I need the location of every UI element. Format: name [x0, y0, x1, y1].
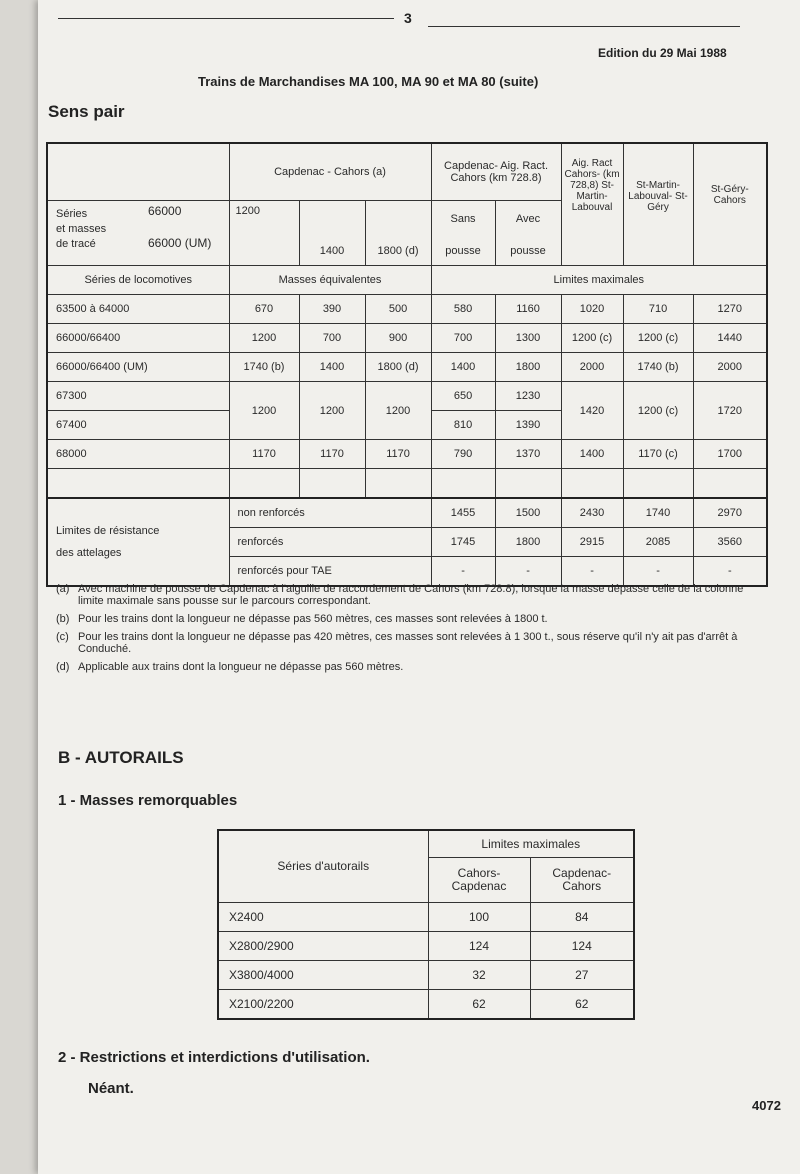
header-cahors-capdenac: Cahors- Capdenac	[428, 858, 530, 903]
cell: 1200	[229, 324, 299, 353]
header-limites: Limites maximales	[428, 830, 634, 858]
cell: 1170	[299, 440, 365, 469]
cell: 1745	[431, 528, 495, 557]
cell: 700	[299, 324, 365, 353]
table-row	[218, 961, 634, 990]
footnote-text: Pour les trains dont la longueur ne dépasse pas 560 mètres, ces masses sont relevées à 1800 t.	[78, 613, 548, 625]
cell: 1200 (c)	[561, 324, 623, 353]
cell: 1230	[495, 382, 561, 411]
cell: -	[495, 557, 561, 587]
cell: 1300	[495, 324, 561, 353]
loco-series: 67300	[47, 382, 229, 411]
cell: 1700	[693, 440, 767, 469]
resistance-type: renforcés pour TAE	[229, 557, 431, 587]
cell: 1170	[365, 440, 431, 469]
resistance-label-2: des attelages	[56, 547, 122, 559]
header-series-autorails: Séries d'autorails	[218, 830, 428, 903]
page-number: 3	[404, 10, 412, 26]
footnote-text: Avec machine de pousse de Capdenac à l'aiguille de raccordement de Cahors (km 728.8), lorsque la masse dépasse celle de la colonne limite maximale sans pousse sur le parcours correspondant.	[78, 583, 744, 607]
header-st-gery: St-Géry- Cahors	[693, 143, 767, 266]
footnote-label: (d)	[56, 661, 70, 673]
mass-1200: 1200	[229, 201, 299, 238]
cell: 670	[229, 295, 299, 324]
header-rule-right	[428, 26, 740, 27]
cell: 1390	[495, 411, 561, 440]
document-number: 4072	[752, 1098, 781, 1113]
mass-1400: 1400	[299, 237, 365, 266]
cell: 1420	[561, 382, 623, 440]
cell: 124	[530, 932, 634, 961]
table-row	[47, 440, 767, 469]
subsection-2-heading: 2 - Restrictions et interdictions d'utilisation.	[58, 1049, 370, 1066]
table-row	[218, 903, 634, 932]
avec-label: Avec	[495, 201, 561, 238]
cell: 2000	[693, 353, 767, 382]
series-masses-cell	[47, 201, 229, 266]
cell: 84	[530, 903, 634, 932]
empty	[299, 201, 365, 238]
cell: 1400	[299, 353, 365, 382]
table-row	[47, 295, 767, 324]
loco-series: 66000/66400	[47, 324, 229, 353]
series-loco-label: Séries de locomotives	[47, 266, 229, 295]
cell: 810	[431, 411, 495, 440]
freight-train-table	[46, 142, 768, 587]
cell: 1200 (c)	[623, 382, 693, 440]
railcar-series: X2800/2900	[218, 932, 428, 961]
cell: 2085	[623, 528, 693, 557]
header-capdenac-cahors: Capdenac- Cahors	[530, 858, 634, 903]
cell: 1800	[495, 528, 561, 557]
edition-date: Edition du 29 Mai 1988	[598, 46, 727, 60]
pousse-label-avec: pousse	[495, 237, 561, 266]
page-title: Trains de Marchandises MA 100, MA 90 et MA 80 (suite)	[198, 74, 539, 89]
cell: 3560	[693, 528, 767, 557]
header-capdenac-cahors: Capdenac - Cahors (a)	[229, 143, 431, 201]
mass-1800d: 1800 (d)	[365, 237, 431, 266]
cell: 27	[530, 961, 634, 990]
cell: 1160	[495, 295, 561, 324]
cell: 2970	[693, 498, 767, 528]
resistance-label-cell	[47, 498, 229, 586]
cell: 100	[428, 903, 530, 932]
cell: 1400	[431, 353, 495, 382]
footnote-text: Applicable aux trains dont la longueur ne dépasse pas 560 mètres.	[78, 661, 404, 673]
footnote	[56, 583, 768, 607]
section-heading: Sens pair	[48, 102, 125, 121]
cell: 900	[365, 324, 431, 353]
neant-text: Néant.	[88, 1080, 134, 1097]
loco-series: 63500 à 64000	[47, 295, 229, 324]
loco-series: 68000	[47, 440, 229, 469]
corner-cell	[47, 143, 229, 201]
cell: 1270	[693, 295, 767, 324]
cell: -	[561, 557, 623, 587]
cell: 1200 (c)	[623, 324, 693, 353]
series-66000-um: 66000 (UM)	[148, 236, 212, 250]
series-label-3: de tracé	[56, 238, 96, 250]
table-row-empty	[47, 469, 767, 499]
series-label-1: Séries	[56, 208, 88, 220]
cell: 1720	[693, 382, 767, 440]
series-66000: 66000	[148, 204, 182, 218]
cell: 1800	[495, 353, 561, 382]
loco-series: 67400	[47, 411, 229, 440]
cell: 580	[431, 295, 495, 324]
footnote	[56, 613, 768, 625]
header-aig-ract: Aig. Ract Cahors- (km 728,8) St-Martin- Labouval	[561, 143, 623, 266]
table-row	[218, 990, 634, 1020]
pousse-label-sans: pousse	[431, 237, 495, 266]
cell: 1200	[299, 382, 365, 440]
footnote-label: (a)	[56, 583, 70, 595]
subsection-1-heading: 1 - Masses remorquables	[58, 792, 238, 809]
series-label-2: et masses	[56, 223, 107, 235]
cell: 1400	[561, 440, 623, 469]
cell: 1740	[623, 498, 693, 528]
cell: 700	[431, 324, 495, 353]
railcar-series: X2100/2200	[218, 990, 428, 1020]
cell: 710	[623, 295, 693, 324]
resistance-label-1: Limites de résistance	[56, 525, 160, 537]
resistance-type: renforcés	[229, 528, 431, 557]
table-row	[218, 932, 634, 961]
empty	[365, 201, 431, 238]
footnote	[56, 631, 768, 655]
cell: 1500	[495, 498, 561, 528]
cell: 1740 (b)	[623, 353, 693, 382]
cell: -	[431, 557, 495, 587]
cell: -	[623, 557, 693, 587]
masses-equiv-label: Masses équivalentes	[229, 266, 431, 295]
section-b-heading: B - AUTORAILS	[58, 748, 184, 767]
sans-label: Sans	[431, 201, 495, 238]
cell: 1200	[229, 382, 299, 440]
cell: 1440	[693, 324, 767, 353]
cell: 1170 (c)	[623, 440, 693, 469]
cell: -	[693, 557, 767, 587]
cell: 1740 (b)	[229, 353, 299, 382]
header-capdenac-aig: Capdenac- Aig. Ract. Cahors (km 728.8)	[431, 143, 561, 201]
resistance-type: non renforcés	[229, 498, 431, 528]
cell: 1200	[365, 382, 431, 440]
cell: 1170	[229, 440, 299, 469]
empty	[229, 237, 299, 266]
loco-series: 66000/66400 (UM)	[47, 353, 229, 382]
cell: 2000	[561, 353, 623, 382]
cell: 62	[428, 990, 530, 1020]
footnote-label: (b)	[56, 613, 70, 625]
header-st-martin: St-Martin- Labouval- St-Géry	[623, 143, 693, 266]
footnote-label: (c)	[56, 631, 69, 643]
railcar-series: X3800/4000	[218, 961, 428, 990]
cell: 390	[299, 295, 365, 324]
footnotes	[56, 583, 768, 679]
cell: 500	[365, 295, 431, 324]
table-row	[47, 498, 767, 528]
limites-max-label: Limites maximales	[431, 266, 767, 295]
railcar-table	[217, 829, 635, 1020]
header-rule-left	[58, 18, 394, 19]
footnote	[56, 661, 768, 673]
table-row	[47, 353, 767, 382]
cell: 2430	[561, 498, 623, 528]
cell: 1800 (d)	[365, 353, 431, 382]
cell: 790	[431, 440, 495, 469]
cell: 650	[431, 382, 495, 411]
cell: 1370	[495, 440, 561, 469]
cell: 124	[428, 932, 530, 961]
railcar-series: X2400	[218, 903, 428, 932]
table-row	[47, 382, 767, 411]
cell: 1020	[561, 295, 623, 324]
cell: 2915	[561, 528, 623, 557]
footnote-text: Pour les trains dont la longueur ne dépasse pas 420 mètres, ces masses sont relevées à 1 300 t., sous réserve qu'il n'y ait pas d'arrêt à Conduché.	[78, 631, 738, 655]
cell: 32	[428, 961, 530, 990]
cell: 62	[530, 990, 634, 1020]
table-row	[47, 324, 767, 353]
cell: 1455	[431, 498, 495, 528]
